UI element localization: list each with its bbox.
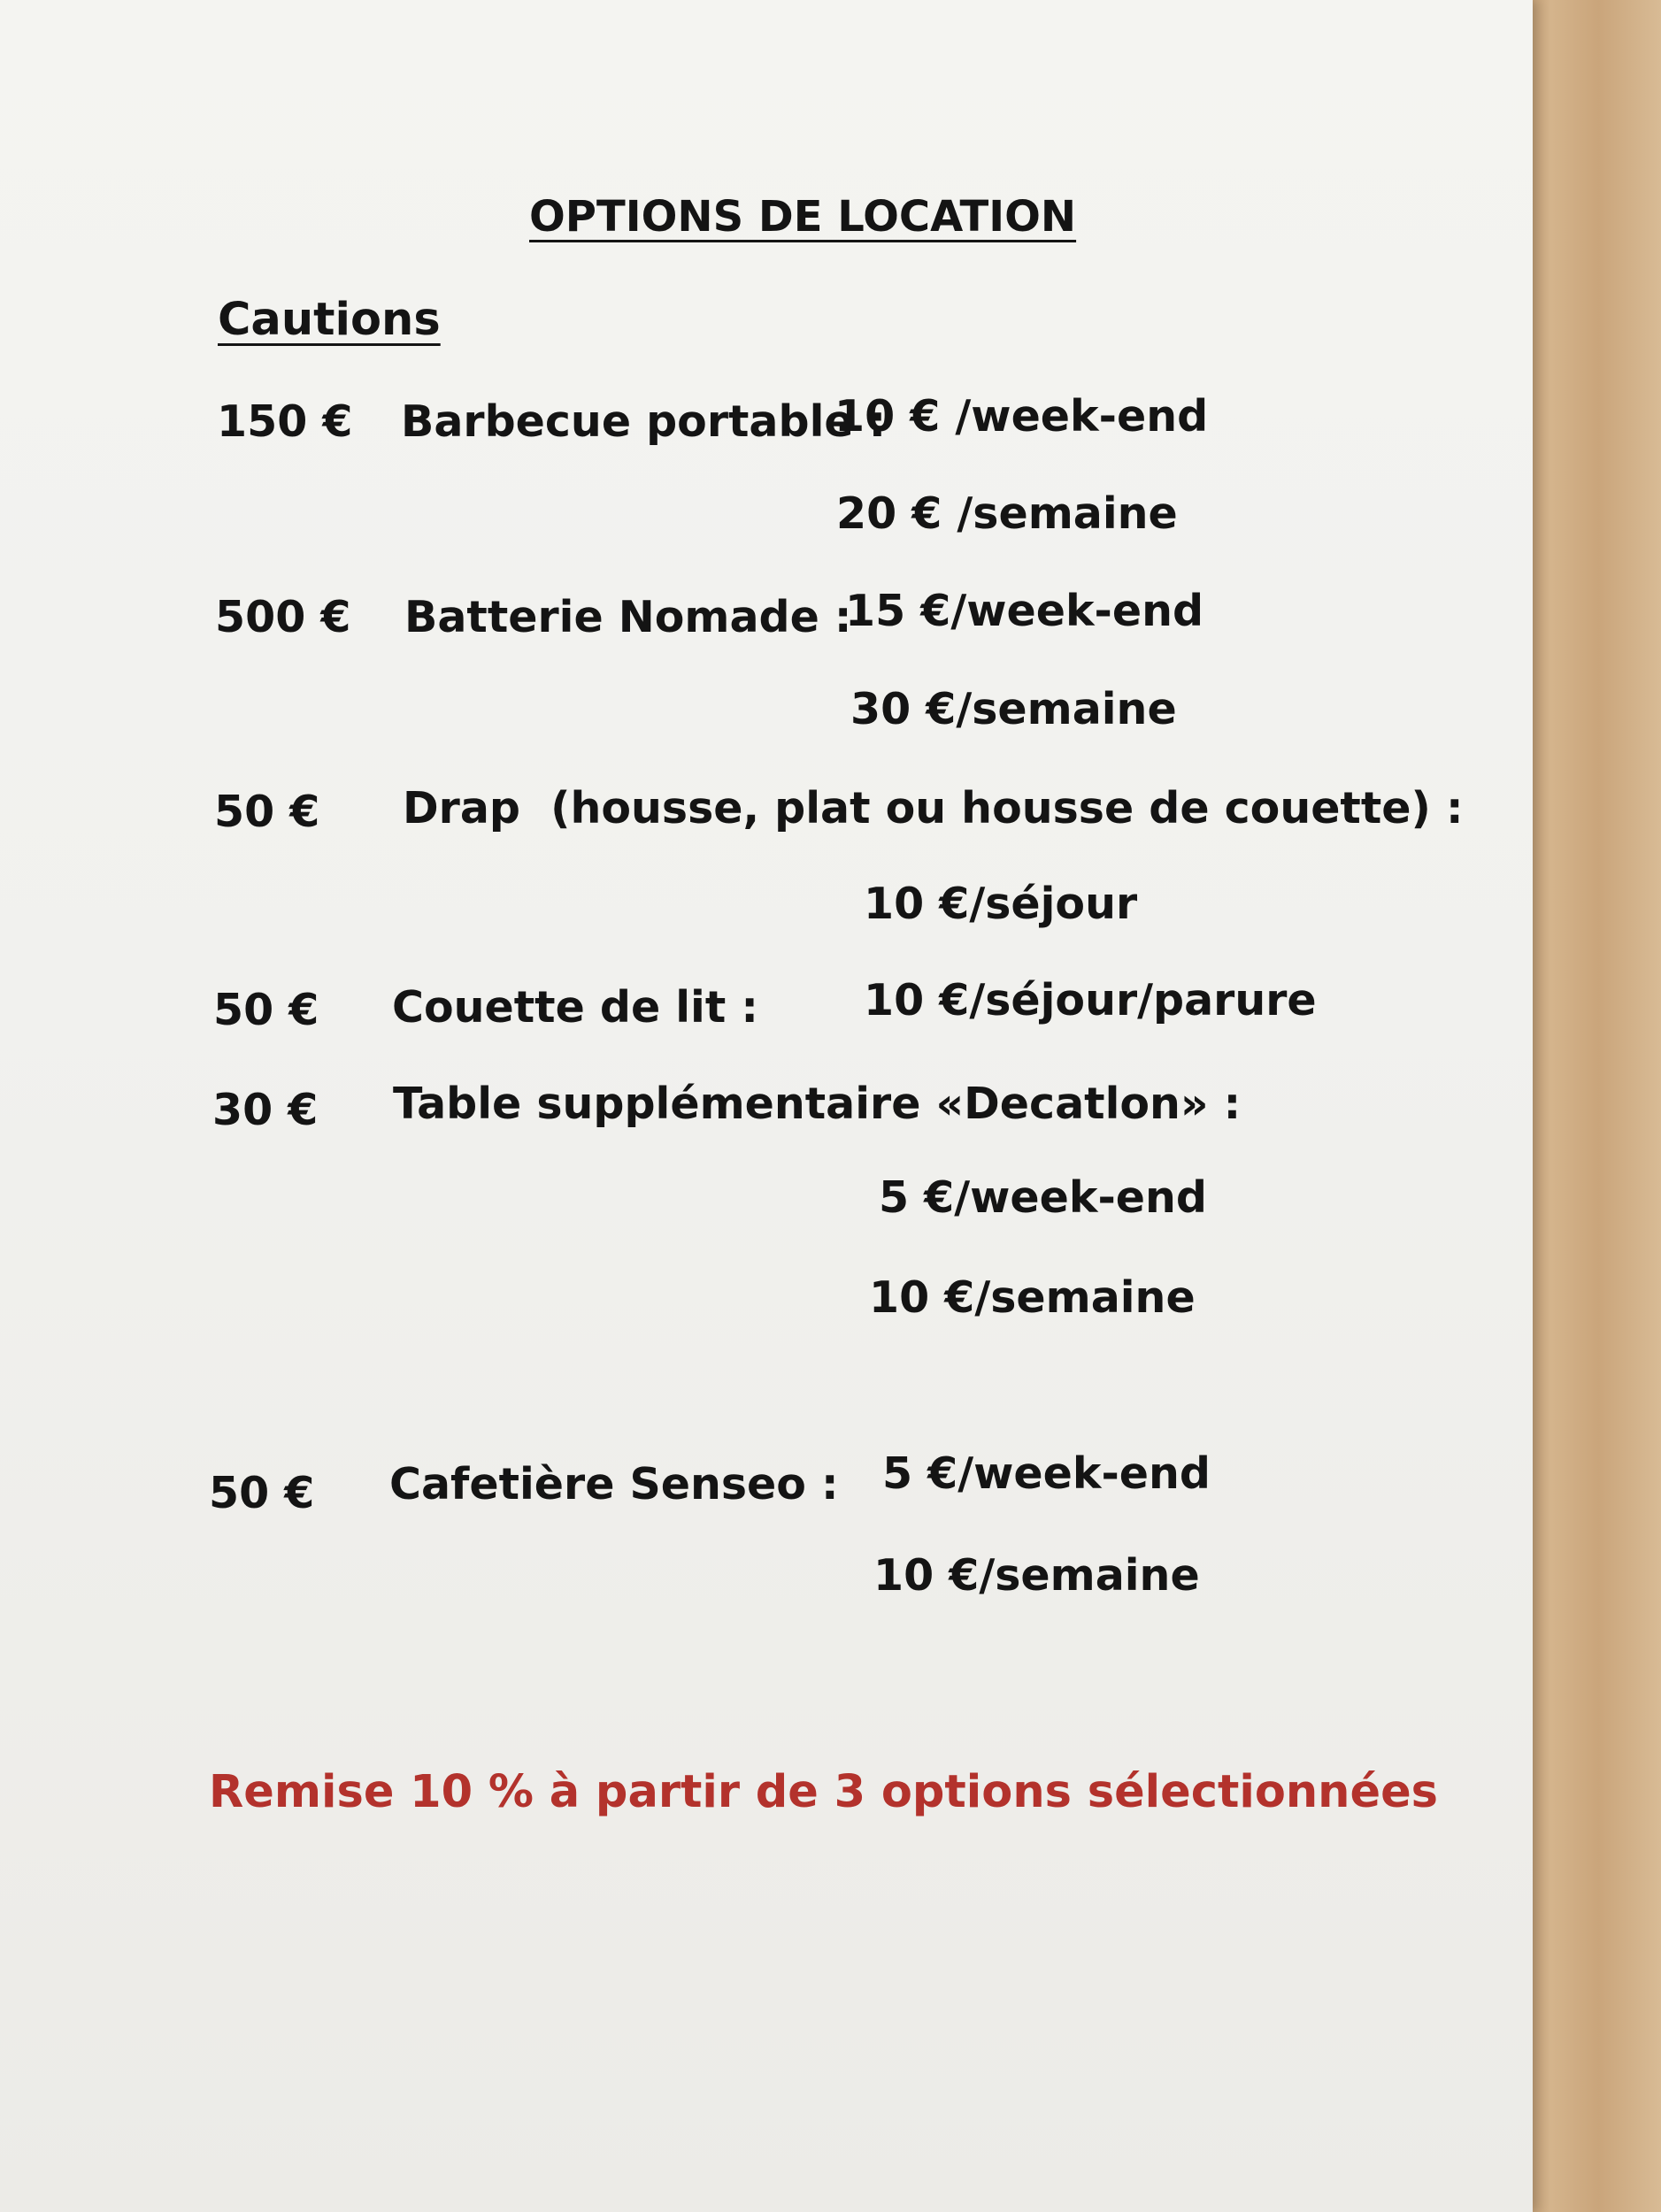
deposit-amount: 50 € (214, 787, 320, 837)
item-name: Batterie Nomade : (404, 592, 852, 642)
item-name: Drap (housse, plat ou housse de couette) : (403, 783, 1464, 833)
deposit-amount: 50 € (209, 1468, 315, 1518)
discount-notice: Remise 10 % à partir de 3 options sélectionnées (209, 1766, 1439, 1818)
item-price: 5 €/week-end (879, 1172, 1207, 1223)
item-price: 10 €/semaine (873, 1550, 1200, 1601)
item-price: 5 €/week-end (882, 1448, 1211, 1499)
item-price: 10 €/semaine (869, 1272, 1196, 1323)
deposit-amount: 30 € (212, 1085, 319, 1135)
item-name: Couette de lit : (392, 982, 758, 1033)
item-price: 10 €/séjour/parure (864, 975, 1317, 1025)
document-title: OPTIONS DE LOCATION (529, 192, 1077, 242)
item-price: 10 € /week-end (834, 391, 1209, 442)
item-price: 20 € /semaine (836, 488, 1178, 539)
deposit-amount: 150 € (217, 396, 353, 447)
item-name: Barbecue portable : (401, 396, 887, 447)
deposit-amount: 500 € (215, 592, 351, 642)
item-name: Table supplémentaire «Decatlon» : (393, 1079, 1242, 1129)
cautions-heading: Cautions (218, 294, 441, 346)
item-price: 30 €/semaine (850, 684, 1177, 734)
item-name: Cafetière Senseo : (389, 1459, 839, 1509)
item-price: 15 €/week-end (845, 586, 1204, 636)
item-price: 10 €/séjour (864, 879, 1138, 929)
deposit-amount: 50 € (213, 985, 319, 1035)
